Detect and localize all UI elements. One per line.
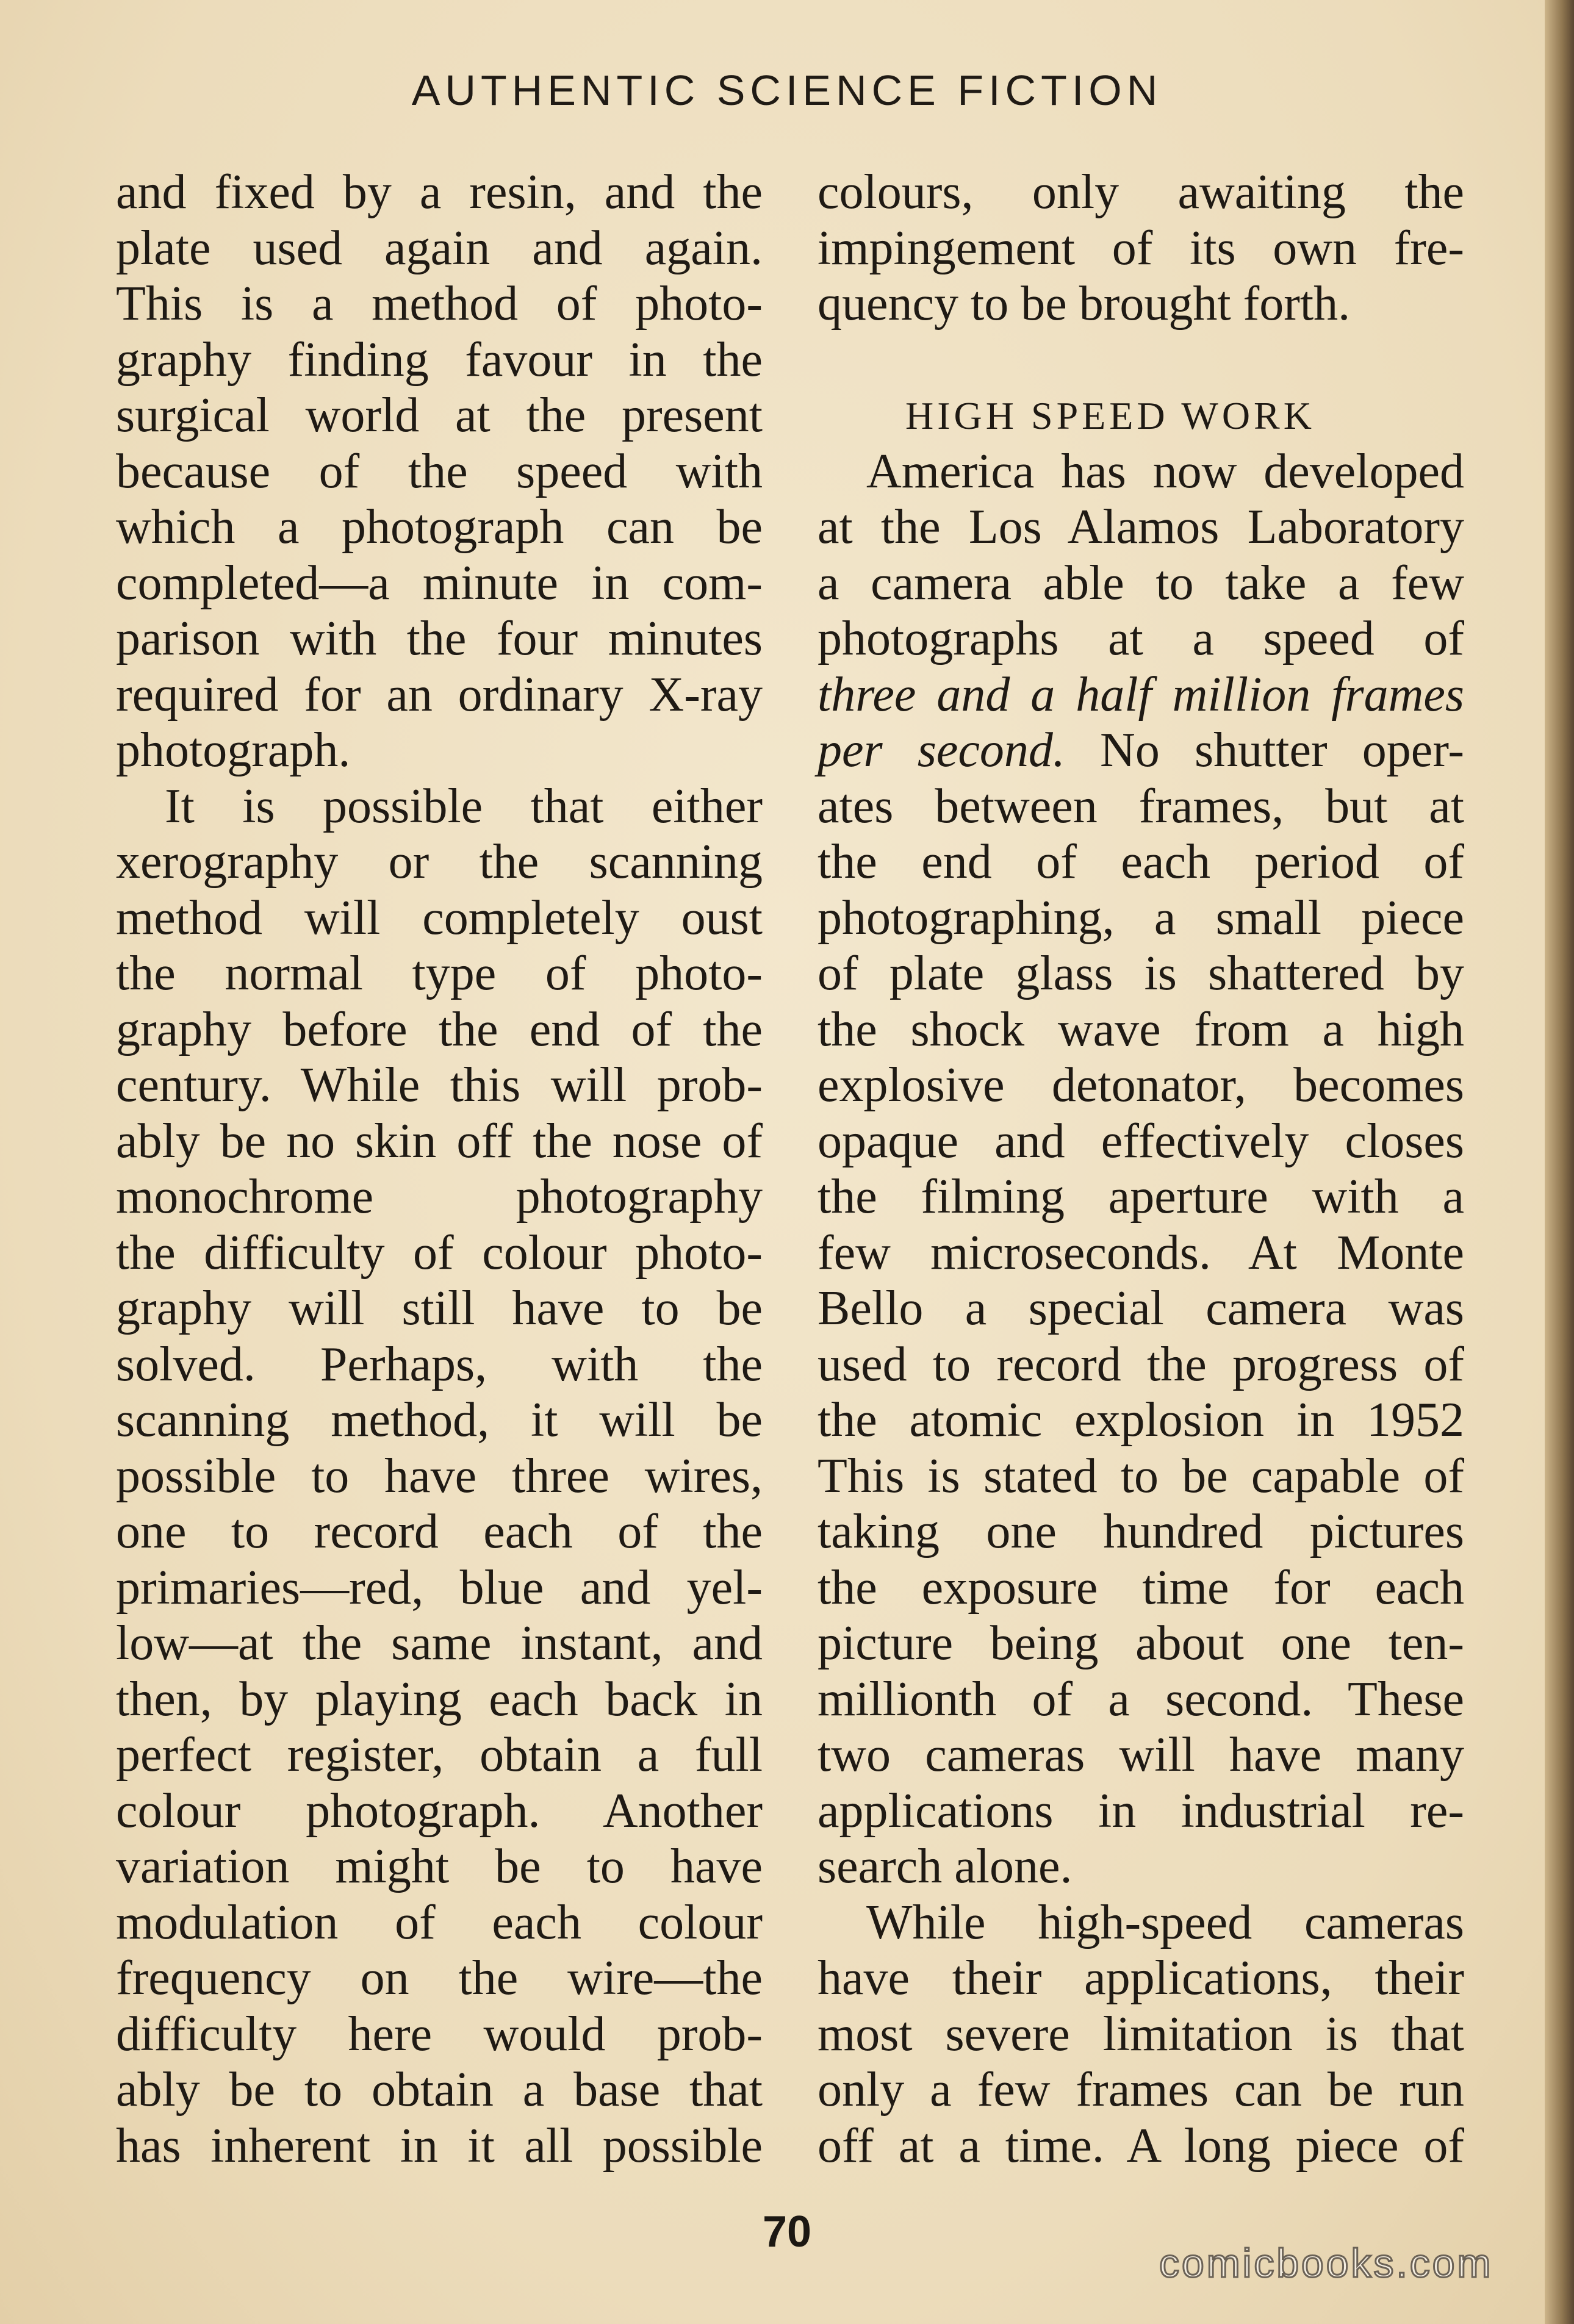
text-line: monochrome photography bbox=[116, 1170, 763, 1224]
text-line: of plate glass is shattered by bbox=[818, 947, 1464, 1000]
text-line: a camera able to take a few bbox=[818, 556, 1464, 610]
text-line: xerography or the scanning bbox=[116, 835, 763, 889]
text-line: only a few frames can be run bbox=[818, 2063, 1464, 2117]
text-line: colour photograph. Another bbox=[116, 1784, 763, 1838]
text-line: the filming aperture with a bbox=[818, 1170, 1464, 1224]
text-line: the atomic explosion in 1952 bbox=[818, 1393, 1464, 1447]
section-spacer bbox=[818, 332, 1464, 389]
text-line: then, by playing each back in bbox=[116, 1672, 763, 1726]
text-line: required for an ordinary X-ray bbox=[116, 667, 763, 722]
text-line: possible to have three wires, bbox=[116, 1449, 763, 1503]
text-line: plate used again and again. bbox=[116, 221, 763, 275]
text-line: ates between frames, but at bbox=[818, 779, 1464, 833]
italic-text: per second. bbox=[818, 723, 1065, 777]
text-line: This is stated to be capable of bbox=[818, 1449, 1464, 1503]
text-line: surgical world at the present bbox=[116, 389, 763, 442]
text-line: the shock wave from a high bbox=[818, 1002, 1464, 1056]
text-line: parison with the four minutes bbox=[116, 612, 763, 665]
text-line: variation might be to have bbox=[116, 1840, 763, 1893]
text-line: search alone. bbox=[818, 1840, 1073, 1893]
italic-text: three and a half million frames bbox=[818, 667, 1464, 722]
text-line: ably be to obtain a base that bbox=[116, 2063, 763, 2117]
watermark: comicbooks.com bbox=[1159, 2240, 1493, 2286]
text-line: impingement of its own fre- bbox=[818, 221, 1464, 275]
text-line: two cameras will have many bbox=[818, 1728, 1464, 1782]
text-line: few microseconds. At Monte bbox=[818, 1225, 1464, 1280]
text-line: at the Los Alamos Laboratory bbox=[818, 500, 1464, 554]
text-line: difficulty here would prob- bbox=[116, 2007, 763, 2061]
text-fragment: No shutter oper- bbox=[1065, 723, 1464, 777]
text-line: explosive detonator, becomes bbox=[818, 1058, 1464, 1112]
text-line: graphy will still have to be bbox=[116, 1282, 763, 1335]
text-line: quency to be brought forth. bbox=[818, 277, 1351, 331]
running-header: AUTHENTIC SCIENCE FICTION bbox=[411, 66, 1163, 114]
text-line: scanning method, it will be bbox=[116, 1393, 763, 1447]
text-line: photograph. bbox=[116, 723, 351, 777]
text-line: picture being about one ten- bbox=[818, 1616, 1464, 1670]
page-number: 70 bbox=[762, 2207, 812, 2256]
text-line: solved. Perhaps, with the bbox=[116, 1337, 763, 1391]
text-line: used to record the progress of bbox=[818, 1337, 1464, 1391]
text-line: photographing, a small piece bbox=[818, 891, 1464, 945]
text-line: applications in industrial re- bbox=[818, 1784, 1464, 1838]
book-spine-edge bbox=[1545, 0, 1574, 2324]
text-line: completed—a minute in com- bbox=[116, 556, 763, 610]
paragraph-start-line: America has now developed bbox=[866, 444, 1464, 498]
text-line: off at a time. A long piece of bbox=[818, 2118, 1464, 2173]
text-line: has inherent in it all possible bbox=[116, 2118, 763, 2173]
text-line: low—at the same instant, and bbox=[116, 1616, 763, 1670]
right-column bbox=[818, 165, 1464, 2174]
text-line: century. While this will prob- bbox=[116, 1058, 763, 1112]
mixed-line bbox=[818, 723, 1464, 779]
left-column bbox=[116, 165, 763, 2174]
text-line: perfect register, obtain a full bbox=[116, 1728, 763, 1782]
text-line: ably be no skin off the nose of bbox=[116, 1114, 763, 1168]
text-line: primaries—red, blue and yel- bbox=[116, 1560, 763, 1615]
text-line: because of the speed with bbox=[116, 444, 763, 498]
text-line: opaque and effectively closes bbox=[818, 1114, 1464, 1168]
text-line: have their applications, their bbox=[818, 1951, 1464, 2005]
text-line: the difficulty of colour photo- bbox=[116, 1225, 763, 1280]
paragraph-start-line: It is possible that either bbox=[165, 779, 763, 833]
text-line: and fixed by a resin, and the bbox=[116, 165, 763, 219]
section-heading: HIGH SPEED WORK bbox=[905, 394, 1315, 437]
text-line: graphy before the end of the bbox=[116, 1002, 763, 1056]
text-line: the normal type of photo- bbox=[116, 947, 763, 1000]
text-line: colours, only awaiting the bbox=[818, 165, 1464, 219]
text-line: modulation of each colour bbox=[116, 1895, 763, 1949]
text-line: taking one hundred pictures bbox=[818, 1505, 1464, 1558]
text-line: which a photograph can be bbox=[116, 500, 763, 554]
text-line: millionth of a second. These bbox=[818, 1672, 1464, 1726]
italic-line bbox=[818, 667, 1464, 723]
text-line: most severe limitation is that bbox=[818, 2007, 1464, 2061]
text-line: one to record each of the bbox=[116, 1505, 763, 1558]
text-line: graphy finding favour in the bbox=[116, 332, 763, 387]
paragraph-start-line: While high-speed cameras bbox=[866, 1895, 1464, 1949]
text-line: Bello a special camera was bbox=[818, 1282, 1464, 1335]
text-line: photographs at a speed of bbox=[818, 612, 1464, 665]
text-line: frequency on the wire—the bbox=[116, 1951, 763, 2005]
text-line: the end of each period of bbox=[818, 835, 1464, 889]
text-line: This is a method of photo- bbox=[116, 277, 763, 331]
text-line: the exposure time for each bbox=[818, 1560, 1464, 1615]
text-line: method will completely oust bbox=[116, 891, 763, 945]
